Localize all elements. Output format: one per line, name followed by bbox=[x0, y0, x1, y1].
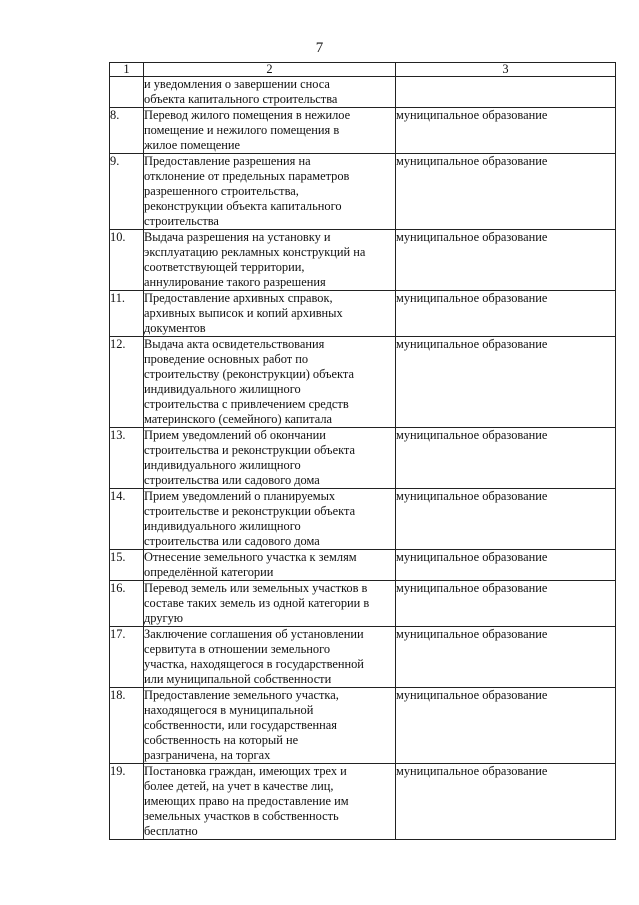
service-description-line: Заключение соглашения об установлении bbox=[144, 627, 364, 641]
service-description-line: или муниципальной собственности bbox=[144, 672, 332, 686]
table-row bbox=[110, 550, 616, 581]
service-description-line: другую bbox=[144, 611, 184, 625]
row-number-cell: 15. bbox=[110, 550, 144, 581]
service-description-line: Предоставление архивных справок, bbox=[144, 291, 333, 305]
service-description-cell bbox=[144, 688, 396, 764]
table-row bbox=[110, 337, 616, 428]
service-description-line: определённой категории bbox=[144, 565, 274, 579]
service-description-line: жилое помещение bbox=[144, 138, 241, 152]
service-description-line: разрешенного строительства, bbox=[144, 184, 299, 198]
responsible-body-cell: муниципальное образование bbox=[396, 489, 616, 550]
services-table bbox=[109, 62, 616, 840]
service-description-line: собственность на который не bbox=[144, 733, 299, 747]
service-description-line: аннулирование такого разрешения bbox=[144, 275, 326, 289]
service-description-line: индивидуального жилищного bbox=[144, 382, 301, 396]
table-row bbox=[110, 77, 616, 108]
row-number-cell: 10. bbox=[110, 230, 144, 291]
service-description-cell bbox=[144, 291, 396, 337]
row-number-cell: 9. bbox=[110, 154, 144, 230]
service-description-cell bbox=[144, 154, 396, 230]
service-description-line: составе таких земель из одной категории в bbox=[144, 596, 370, 610]
responsible-body-cell bbox=[396, 77, 616, 108]
service-description-line: индивидуального жилищного bbox=[144, 519, 301, 533]
page-number: 7 bbox=[315, 40, 324, 56]
service-description-line: строительства или садового дома bbox=[144, 534, 320, 548]
table-row bbox=[110, 230, 616, 291]
service-description-line: более детей, на учет в качестве лиц, bbox=[144, 779, 334, 793]
service-description-line: строительства с привлечением средств bbox=[144, 397, 349, 411]
service-description-line: Перевод жилого помещения в нежилое bbox=[144, 108, 351, 122]
responsible-body-cell: муниципальное образование bbox=[396, 764, 616, 840]
service-description-line: Перевод земель или земельных участков в bbox=[144, 581, 368, 595]
service-description-line: бесплатно bbox=[144, 824, 198, 838]
service-description-cell bbox=[144, 627, 396, 688]
header-cell-2: 2 bbox=[144, 63, 396, 77]
row-number-cell: 19. bbox=[110, 764, 144, 840]
table-body bbox=[110, 77, 616, 840]
service-description-line: Постановка граждан, имеющих трех и bbox=[144, 764, 347, 778]
service-description-line: архивных выписок и копий архивных bbox=[144, 306, 343, 320]
service-description-line: сервитута в отношении земельного bbox=[144, 642, 331, 656]
responsible-body-cell: муниципальное образование bbox=[396, 291, 616, 337]
service-description-cell bbox=[144, 550, 396, 581]
table-row bbox=[110, 627, 616, 688]
service-description-line: материнского (семейного) капитала bbox=[144, 412, 333, 426]
service-description-line: строительстве и реконструкции объекта bbox=[144, 504, 356, 518]
service-description-line: Прием уведомлений о планируемых bbox=[144, 489, 336, 503]
row-number-cell bbox=[110, 77, 144, 108]
responsible-body-cell: муниципальное образование bbox=[396, 688, 616, 764]
service-description-line: собственности, или государственная bbox=[144, 718, 337, 732]
service-description-line: Предоставление разрешения на bbox=[144, 154, 311, 168]
header-cell-1: 1 bbox=[110, 63, 144, 77]
service-description-line: имеющих право на предоставление им bbox=[144, 794, 349, 808]
row-number-cell: 12. bbox=[110, 337, 144, 428]
service-description-line: строительству (реконструкции) объекта bbox=[144, 367, 354, 381]
service-description-line: эксплуатацию рекламных конструкций на bbox=[144, 245, 366, 259]
service-description-cell bbox=[144, 764, 396, 840]
service-description-line: участка, находящегося в государственной bbox=[144, 657, 364, 671]
responsible-body-cell: муниципальное образование bbox=[396, 428, 616, 489]
row-number-cell: 17. bbox=[110, 627, 144, 688]
table-row bbox=[110, 108, 616, 154]
row-number-cell: 11. bbox=[110, 291, 144, 337]
table-header-row bbox=[110, 63, 616, 77]
service-description-line: и уведомления о завершении сноса bbox=[144, 77, 330, 91]
service-description-line: проведение основных работ по bbox=[144, 352, 309, 366]
service-description-line: соответствующей территории, bbox=[144, 260, 305, 274]
service-description-line: Отнесение земельного участка к землям bbox=[144, 550, 357, 564]
row-number-cell: 16. bbox=[110, 581, 144, 627]
table-row bbox=[110, 428, 616, 489]
row-number-cell: 8. bbox=[110, 108, 144, 154]
responsible-body-cell: муниципальное образование bbox=[396, 627, 616, 688]
responsible-body-cell: муниципальное образование bbox=[396, 108, 616, 154]
table-row bbox=[110, 291, 616, 337]
service-description-line: строительства и реконструкции объекта bbox=[144, 443, 355, 457]
table-row bbox=[110, 581, 616, 627]
service-description-cell bbox=[144, 428, 396, 489]
table-row bbox=[110, 688, 616, 764]
service-description-line: Выдача акта освидетельствования bbox=[144, 337, 325, 351]
responsible-body-cell: муниципальное образование bbox=[396, 154, 616, 230]
service-description-line: Прием уведомлений об окончании bbox=[144, 428, 326, 442]
service-description-line: земельных участков в собственность bbox=[144, 809, 339, 823]
table-row bbox=[110, 764, 616, 840]
service-description-line: объекта капитального строительства bbox=[144, 92, 338, 106]
service-description-cell bbox=[144, 581, 396, 627]
service-description-cell bbox=[144, 337, 396, 428]
row-number-cell: 14. bbox=[110, 489, 144, 550]
row-number-cell: 18. bbox=[110, 688, 144, 764]
service-description-line: документов bbox=[144, 321, 206, 335]
service-description-line: реконструкции объекта капитального bbox=[144, 199, 342, 213]
service-description-line: Выдача разрешения на установку и bbox=[144, 230, 331, 244]
responsible-body-cell: муниципальное образование bbox=[396, 337, 616, 428]
responsible-body-cell: муниципальное образование bbox=[396, 550, 616, 581]
table-row bbox=[110, 489, 616, 550]
service-description-cell bbox=[144, 489, 396, 550]
service-description-line: строительства или садового дома bbox=[144, 473, 320, 487]
responsible-body-cell: муниципальное образование bbox=[396, 230, 616, 291]
header-cell-3: 3 bbox=[396, 63, 616, 77]
table-row bbox=[110, 154, 616, 230]
service-description-line: помещение и нежилого помещения в bbox=[144, 123, 340, 137]
service-description-cell bbox=[144, 77, 396, 108]
service-description-line: находящегося в муниципальной bbox=[144, 703, 314, 717]
service-description-cell bbox=[144, 108, 396, 154]
responsible-body-cell: муниципальное образование bbox=[396, 581, 616, 627]
service-description-line: строительства bbox=[144, 214, 219, 228]
service-description-line: индивидуального жилищного bbox=[144, 458, 301, 472]
service-description-line: Предоставление земельного участка, bbox=[144, 688, 339, 702]
service-description-line: отклонение от предельных параметров bbox=[144, 169, 350, 183]
row-number-cell: 13. bbox=[110, 428, 144, 489]
service-description-line: разграничена, на торгах bbox=[144, 748, 271, 762]
service-description-cell bbox=[144, 230, 396, 291]
